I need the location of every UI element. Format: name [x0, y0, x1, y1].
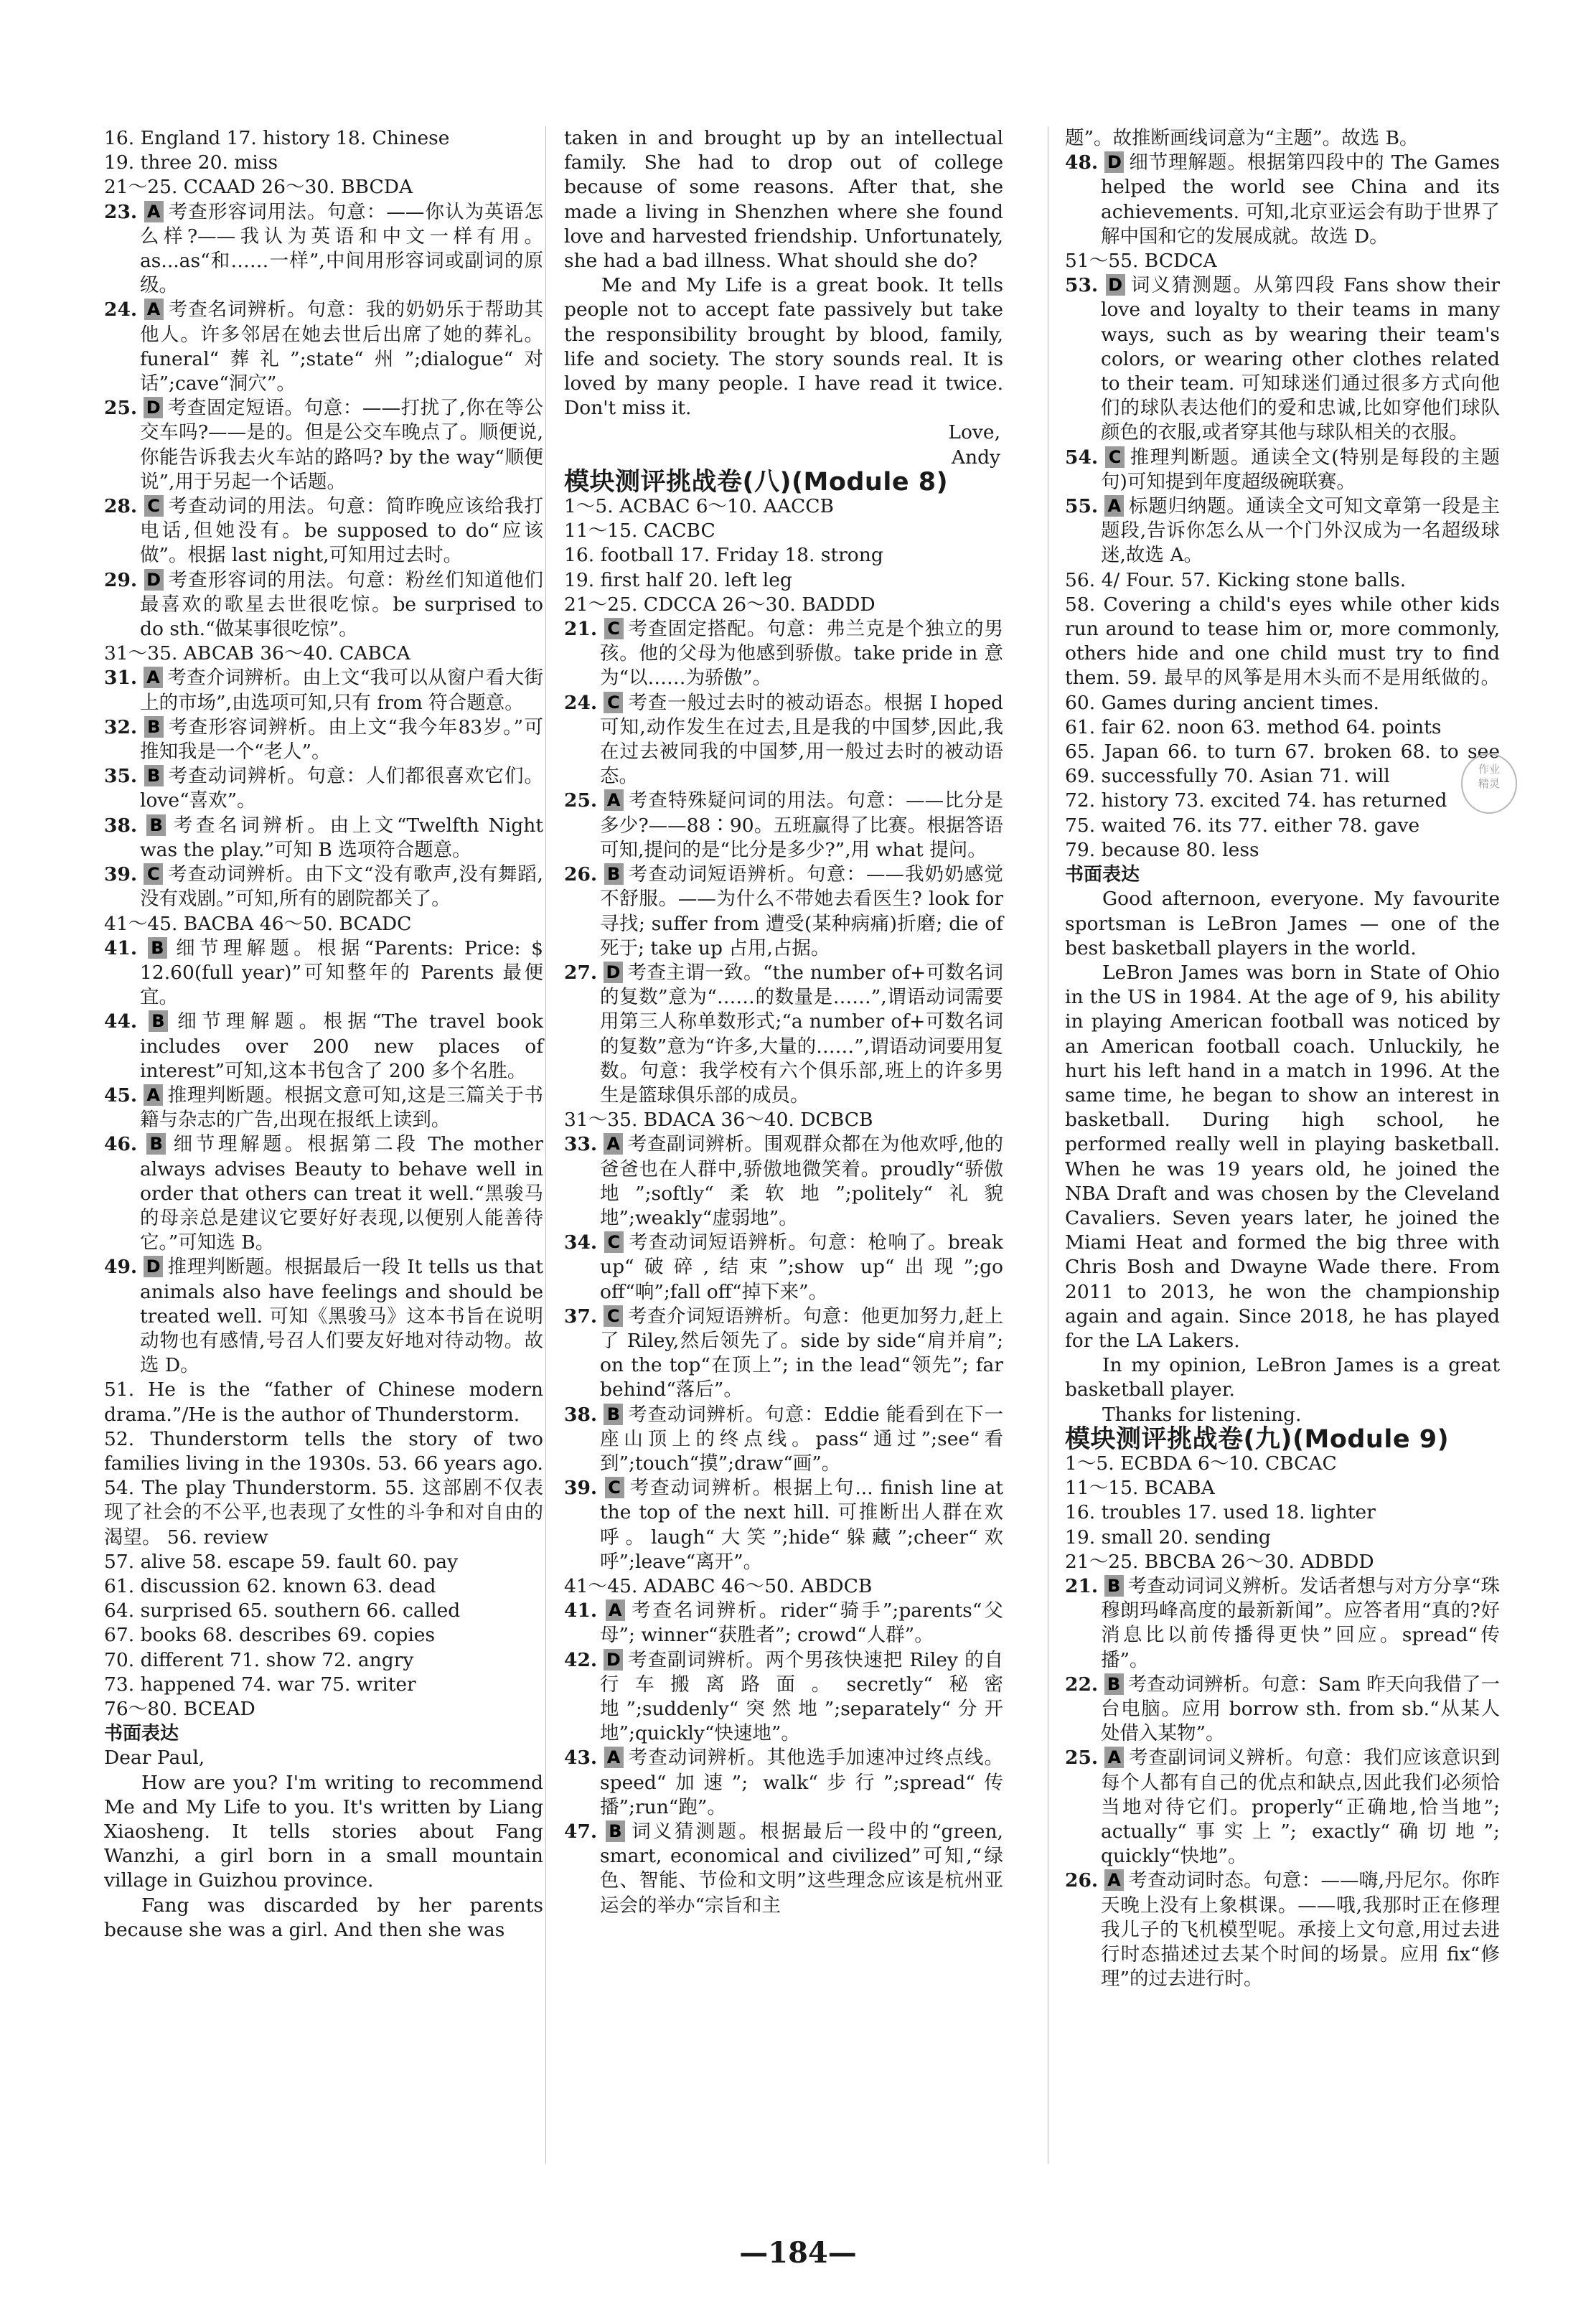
answer-key-box: B — [1104, 1673, 1124, 1695]
explanation-text: 推理判断题。根据文意可知,这是三篇关于书籍与杂志的广告,出现在报纸上读到。 — [140, 1084, 543, 1132]
answer-key-box: D — [144, 397, 163, 418]
answer-explanation — [1065, 1746, 1500, 1869]
answer-key-box: B — [1104, 1575, 1124, 1597]
answer-key-box: A — [604, 1133, 623, 1155]
answer-key-box: C — [1105, 446, 1125, 468]
section-label: 书面表达 — [1065, 864, 1140, 886]
answer-key-box: A — [1104, 495, 1124, 517]
question-number: 46. — [104, 1133, 138, 1156]
explanation-text: 考查名词辨析。句意：我的奶奶乐于帮助其他人。许多邻居在她去世后出席了她的葬礼。funeral“葬礼”;state“州”;dialogue“对话”;cave“洞穴”。 — [140, 299, 543, 395]
question-number: 37. — [564, 1305, 598, 1328]
answer-key-box: C — [144, 495, 164, 517]
answer-line: 19. small 20. sending — [1065, 1526, 1271, 1549]
answer-explanation — [564, 1403, 1003, 1477]
answer-line: 67. books 68. describes 69. copies — [104, 1624, 436, 1647]
answer-key-box: A — [604, 1747, 624, 1768]
answer-explanation — [1065, 151, 1500, 249]
question-number: 21. — [1065, 1574, 1099, 1597]
explanation-text: 考查副词辨析。两个男孩快速把 Riley 的自行车搬离路面。secretly“秘密地”;suddenly“突然地”;separately“分开地”;quickly“快速地”。 — [600, 1648, 1003, 1745]
answer-key-box: C — [604, 1305, 623, 1327]
answer-line: 16. football 17. Friday 18. strong — [564, 544, 883, 567]
answer-key-box: A — [144, 667, 163, 688]
question-number: 25. — [104, 397, 138, 420]
question-number: 24. — [564, 691, 598, 714]
explanation-text: 考查动词辨析。句意：人们都很喜欢它们。love“喜欢”。 — [140, 765, 543, 812]
essay-paragraph: Me and My Life is a great book. It tells people not to accept fate passively but take the responsibility brought by blood, family, life and society. The story sounds real. It is loved by many people. I have read it twice. Don't miss it. — [564, 274, 1003, 420]
explanation-text: 考查一般过去时的被动语态。根据 I hoped 可知,动作发生在过去,且是我的中国梦,因此,我在过去被同我的中国梦,用一般过去时的被动语态。 — [600, 691, 1003, 788]
question-number: 25. — [1065, 1747, 1099, 1770]
question-number: 55. — [1065, 495, 1099, 518]
answer-explanation — [1065, 1574, 1500, 1673]
answer-explanation — [1065, 273, 1500, 445]
answer-explanation — [564, 1476, 1003, 1574]
answer-explanation — [564, 1305, 1003, 1403]
explanation-text: 推理判断题。根据最后一段 It tells us that animals also have feelings and should be treated well. 可知《黑骏马》这本书旨在说明动物也有感情,号召人们要友好地对待动物。故选 D。 — [140, 1256, 543, 1377]
answer-line: 21～25. BBCBA 26～30. ADBDD — [1065, 1550, 1374, 1573]
question-number: 26. — [1065, 1869, 1099, 1892]
answer-explanation — [104, 666, 543, 715]
explanation-text: 考查动词短语辨析。句意：枪响了。break up“破碎,结束”;show up“出现”;go off“响”;fall off“掉下来”。 — [600, 1231, 1003, 1303]
answer-key-box: C — [604, 1231, 624, 1253]
answer-line: 1～5. ACBAC 6～10. AACCB — [564, 495, 835, 518]
module-heading: 模块测评挑战卷(八)(Module 8) — [564, 467, 949, 497]
question-number: 42. — [564, 1648, 598, 1671]
question-number: 48. — [1065, 151, 1099, 174]
explanation-text: 考查名词辨析。rider“骑手”;parents“父母”; winner“获胜者”; crowd“人群”。 — [600, 1599, 1003, 1647]
explanation-text: 细节理解题。根据“Parents: Price: $ 12.60(full year)”可知整年的 Parents 最便宜。 — [140, 936, 543, 1009]
question-number: 41. — [564, 1599, 598, 1622]
explanation-text: 考查动词短语辨析。句意：——我奶奶感觉不舒服。——为什么不带她去看医生? look for 寻找; suffer from 遭受(某种病痛)折磨; die of 死于; take up 占用,占据。 — [600, 863, 1003, 959]
question-number: 26. — [564, 863, 598, 886]
answer-explanation — [564, 1599, 1003, 1648]
question-number: 32. — [104, 715, 138, 738]
answer-explanation — [104, 1132, 543, 1255]
explanation-text: 词义猜测题。从第四段 Fans show their love and loyalty to their teams in many ways, such as by wearing their team's colors, or wearing other clothes related to their team. 可知球迷们通过很多方式向他们的球队表达他们的爱和忠诚,比如穿他们球队颜色的衣服,或者穿其他与球队相关的衣服。 — [1101, 274, 1500, 444]
question-number: 41. — [104, 936, 138, 959]
answer-explanation — [564, 961, 1003, 1108]
explanation-text: 词义猜测题。根据最后一段中的“green, smart, economical and civilized”可知,“绿色、智能、节俭和文明”这些理念应该是杭州亚运会的举办“宗旨和主 — [600, 1821, 1003, 1917]
explanation-text: 标题归纳题。通读全文可知文章第一段是主题段,告诉你怎么从一个门外汉成为一名超级球迷,故选 A。 — [1101, 495, 1500, 567]
question-number: 44. — [104, 1010, 138, 1033]
explanation-text: 考查动词辨析。由下文“没有歌声,没有舞蹈,没有戏剧。”可知,所有的剧院都关了。 — [140, 863, 543, 911]
answer-key-box: B — [604, 863, 624, 885]
answer-explanation — [564, 789, 1003, 863]
explanation-text: 考查动词时态。句意：——嗨,丹尼尔。你昨天晚上没有上象棋课。——哦,我那时正在修理我儿子的飞机模型呢。承接上文句意,用过去进行时态描述过去某个时间的场景。应用 fix“修理”的过去进行时。 — [1101, 1869, 1500, 1991]
answer-key-box: B — [149, 1010, 168, 1032]
column-right — [1065, 126, 1500, 1991]
answer-key-box: C — [604, 618, 624, 639]
answer-line: 21～25. CDCCA 26～30. BADDD — [564, 593, 876, 616]
question-number: 27. — [564, 961, 598, 984]
question-number: 38. — [104, 814, 138, 837]
explanation-text: 考查介词短语辨析。句意：他更加努力,赶上了 Riley,然后领先了。side by side“肩并肩”; on the top“在顶上”; in the lead“领先”; far behind“落后”。 — [600, 1305, 1003, 1401]
answer-key-box: D — [144, 569, 164, 591]
answer-explanation — [1065, 1869, 1500, 1991]
answer-line: 79. because 80. less — [1065, 838, 1259, 861]
question-number: 21. — [564, 618, 598, 641]
answer-line: taken in and brought up by an intellectual family. She had to drop out of college because of some reasons. After that, she made a living in Shenzhen where she found love and harvested friendship. Unfortunately, she had a bad illness. What should she do? — [564, 127, 1003, 273]
answer-line: 65. Japan 66. to turn 67. broken 68. to see 69. successfully 70. Asian 71. will — [1065, 741, 1500, 788]
question-number: 47. — [564, 1821, 598, 1843]
answer-key-box: B — [146, 814, 166, 836]
answer-key-box: D — [604, 1649, 623, 1671]
answer-line: 19. first half 20. left leg — [564, 568, 792, 591]
explanation-text: 考查动词词义辨析。发话者想与对方分享“珠穆朗玛峰高度的最新新闻”。应答者用“真的?好消息比以前传播得更快”回应。spread“传播”。 — [1101, 1574, 1500, 1671]
answer-line: 31～35. BDACA 36～40. DCBCB — [564, 1109, 873, 1132]
answer-explanation — [104, 1255, 543, 1378]
explanation-text: 考查动词辨析。根据上句... finish line at the top of the next hill. 可推断出人群在欢呼。laugh“大笑”;hide“躲藏”;cheer“欢呼”;leave“离开”。 — [600, 1477, 1003, 1573]
question-number: 39. — [104, 863, 138, 886]
answer-explanation — [1065, 446, 1500, 494]
explanation-text: 考查形容词用法。句意：——你认为英语怎么样?——我认为英语和中文一样有用。as...as“和……一样”,中间用形容词或副词的原级。 — [140, 200, 543, 297]
answer-key-box: A — [606, 1599, 625, 1621]
answer-key-box: C — [144, 863, 163, 885]
question-number: 28. — [104, 495, 138, 518]
answer-key-box: A — [144, 299, 164, 320]
answer-explanation — [564, 1648, 1003, 1747]
answer-line: 21～25. CCAAD 26～30. BBCDA — [104, 176, 413, 199]
answer-explanation — [564, 1132, 1003, 1231]
answer-explanation — [104, 814, 543, 863]
answer-line: 72. history 73. excited 74. has returned — [1065, 789, 1447, 812]
answer-explanation — [104, 764, 543, 813]
letter-closing: Andy — [951, 446, 1000, 469]
question-number: 23. — [104, 200, 138, 223]
explanation-text: 考查动词辨析。句意：Eddie 能看到在下一座山顶上的终点线。pass“通过”;see“看到”;touch“摸”;draw“画”。 — [600, 1403, 1003, 1475]
answer-explanation — [564, 691, 1003, 789]
answer-line: 76～80. BCEAD — [104, 1698, 255, 1720]
answer-explanation — [564, 1820, 1003, 1918]
answer-line: 51～55. BCDCA — [1065, 250, 1217, 273]
answer-line: 57. alive 58. escape 59. fault 60. pay — [104, 1550, 459, 1573]
explanation-text: 考查主谓一致。“the number of+可数名词的复数”意为“……的数量是……”,谓语动词需要用第三人称单数形式;“a number of+可数名词的复数”意为“许多,大量的……”,谓语动词要用复数。句意：我学校有六个俱乐部,班上的许多男生是篮球俱乐部的成员。 — [600, 961, 1003, 1107]
question-number: 34. — [564, 1231, 598, 1254]
answer-key-box: A — [1104, 1869, 1124, 1891]
question-number: 24. — [104, 299, 138, 321]
answer-line: 11～15. BCABA — [1065, 1477, 1215, 1500]
question-number: 25. — [564, 789, 598, 812]
column-left — [104, 126, 543, 1942]
answer-line: 52. Thunderstorm tells the story of two families living in the 1930s. 53. 66 years ago. 54. The play Thunderstorm. 55. 这部剧不仅表现了社会的不公平,也表现了女性的斗争和对自由的渴望。 56. review — [104, 1427, 543, 1549]
explanation-text: 考查动词辨析。句意：Sam 昨天向我借了一台电脑。应用 borrow sth. from sb.“从某人处借入某物”。 — [1101, 1673, 1500, 1745]
explanation-text: 考查副词词义辨析。句意：我们应该意识到每个人都有自己的优点和缺点,因此我们必须恰当地对待它们。properly“正确地,恰当地”; actually“事实上”; exactly“确切地”; quickly“快地”。 — [1101, 1747, 1500, 1868]
explanation-text: 推理判断题。通读全文(特别是每段的主题句)可知提到年度超级碗联赛。 — [1101, 446, 1500, 493]
answer-line: 61. discussion 62. known 63. dead — [104, 1574, 436, 1597]
question-number: 45. — [104, 1084, 138, 1107]
answer-key-box: D — [144, 1256, 163, 1277]
explanation-text: 考查动词辨析。其他选手加速冲过终点线。speed“加速”; walk“步行”;spread“传播”;run“跑”。 — [600, 1747, 1003, 1818]
essay-paragraph: In my opinion, LeBron James is a great basketball player. — [1065, 1354, 1500, 1401]
column-middle — [564, 126, 1003, 1918]
essay-paragraph: How are you? I'm writing to recommend Me and My Life to you. It's written by Liang Xiaosheng. It tells stories about Fang Wanzhi, a girl born in a small mountain village in Guizhou province. — [104, 1771, 543, 1892]
question-number: 38. — [564, 1403, 598, 1426]
explanation-text: 考查特殊疑问词的用法。句意：——比分是多少?——88∶90。五班赢得了比赛。根据答语可知,提问的是“比分是多少?”,用 what 提问。 — [600, 789, 1003, 861]
answer-explanation — [104, 494, 543, 568]
answer-line: 题”。故推断画线词意为“主题”。故选 B。 — [1065, 127, 1419, 149]
answer-explanation — [104, 396, 543, 494]
explanation-text: 考查固定短语。句意：——打扰了,你在等公交车吗?——是的。但是公交车晚点了。顺便说,你能告诉我去火车站的路吗? by the way“顺便说”,用于另起一个话题。 — [140, 397, 543, 493]
module-heading: 模块测评挑战卷(九)(Module 9) — [1065, 1424, 1450, 1454]
answer-line: 56. 4/ Four. 57. Kicking stone balls. — [1065, 568, 1407, 591]
answer-explanation — [564, 863, 1003, 961]
answer-line: 31～35. ABCAB 36～40. CABCA — [104, 642, 410, 665]
answer-line: 64. surprised 65. southern 66. called — [104, 1599, 461, 1622]
answer-key-box: A — [604, 789, 624, 811]
question-number: 49. — [104, 1256, 138, 1279]
answer-line: 51. He is the “father of Chinese modern drama.”/He is the author of Thunderstorm. — [104, 1378, 543, 1426]
answer-explanation — [104, 936, 543, 1010]
answer-line: Dear Paul, — [104, 1747, 205, 1770]
question-number: 53. — [1065, 274, 1099, 297]
letter-closing: Love, — [948, 421, 1000, 444]
answer-line: 70. different 71. show 72. angry — [104, 1648, 414, 1671]
question-number: 54. — [1065, 446, 1099, 469]
question-number: 31. — [104, 667, 138, 690]
answer-explanation — [564, 617, 1003, 691]
section-label: 书面表达 — [104, 1723, 179, 1745]
explanation-text: 细节理解题。根据第四段中的 The Games helped the world see China and its achievements. 可知,北京亚运会有助于世界了解中国和它的发展成就。故选 D。 — [1101, 151, 1500, 248]
answer-key-box: B — [148, 937, 167, 959]
answer-key-box: D — [1104, 151, 1124, 173]
explanation-text: 考查固定搭配。句意：弗兰克是个独立的男孩。他的父母为他感到骄傲。take pride in 意为“以……为骄傲”。 — [600, 618, 1003, 690]
explanation-text: 考查动词的用法。句意：简昨晚应该给我打电话,但她没有。be supposed to do“应该做”。根据 last night,可知用过去时。 — [140, 495, 543, 567]
answer-key-box: B — [146, 1133, 166, 1155]
question-number: 22. — [1065, 1673, 1099, 1696]
answer-key-box: B — [144, 765, 164, 786]
answer-explanation — [104, 568, 543, 642]
question-number: 35. — [104, 765, 138, 788]
answer-line: 61. fair 62. noon 63. method 64. points — [1065, 715, 1442, 738]
answer-key-box: B — [606, 1821, 625, 1842]
answer-explanation — [1065, 1673, 1500, 1747]
page-number: —184— — [739, 2236, 857, 2270]
explanation-text: 考查形容词辨析。由上文“我今年83岁。”可推知我是一个“老人”。 — [140, 715, 543, 764]
answer-key-box: A — [144, 201, 164, 222]
answer-line: 75. waited 76. its 77. either 78. gave — [1065, 814, 1420, 837]
explanation-text: 细节理解题。根据“The travel book includes over 200 new places of interest”可知,这本书包含了 200 多个名胜。 — [140, 1010, 543, 1082]
answer-line: 16. troubles 17. used 18. lighter — [1065, 1501, 1376, 1524]
watermark-stamp: 作业 精灵 — [1461, 753, 1517, 814]
answer-line: 16. England 17. history 18. Chinese — [104, 127, 450, 149]
answer-line: 19. three 20. miss — [104, 151, 278, 174]
explanation-text: 细节理解题。根据第二段 The mother always advises Beauty to behave well in order that others can treat it well.“黑骏马的母亲总是建议它要好好表现,以便别人能善待它。”可知选 B。 — [140, 1133, 543, 1254]
answer-key-box: B — [604, 1404, 623, 1425]
answer-key-box: C — [604, 692, 623, 713]
answer-line: 41～45. BACBA 46～50. BCADC — [104, 912, 412, 935]
question-number: 43. — [564, 1747, 598, 1770]
answer-explanation — [104, 200, 543, 299]
answer-key-box: D — [1106, 274, 1125, 296]
answer-key-box: A — [144, 1084, 163, 1106]
question-number: 29. — [104, 568, 138, 591]
answer-key-box: A — [1104, 1747, 1124, 1768]
essay-paragraph: Thanks for listening. — [1102, 1403, 1302, 1426]
essay-paragraph: Good afternoon, everyone. My favourite sportsman is LeBron James — one of the best basketball players in the world. — [1065, 888, 1500, 959]
answer-key-box: C — [605, 1477, 624, 1498]
answer-line: 1～5. ECBDA 6～10. CBCAC — [1065, 1452, 1337, 1475]
answer-explanation — [104, 715, 543, 764]
answer-explanation — [564, 1746, 1003, 1820]
answer-line: 11～15. CACBC — [564, 520, 715, 542]
explanation-text: 考查副词辨析。围观群众都在为他欢呼,他的爸爸也在人群中,骄傲地微笑着。proudly“骄傲地”;softly“柔软地”;politely“礼貌地”;weakly“虚弱地”。 — [600, 1133, 1003, 1229]
answer-key-box: B — [144, 716, 164, 738]
answer-explanation — [104, 863, 543, 911]
answer-line: 58. Covering a child's eyes while other kids run around to tease him or, more commonly, others hide and one child must try to find them. 59. 最早的风筝是用木头而不是用纸做的。 60. Games during ancient times. — [1065, 593, 1500, 714]
answer-line: 73. happened 74. war 75. writer — [104, 1673, 416, 1696]
essay-paragraph: Fang was discarded by her parents because she was a girl. And then she was — [104, 1894, 543, 1941]
column-divider — [545, 126, 546, 2164]
answer-explanation — [104, 1084, 543, 1132]
question-number: 39. — [564, 1477, 598, 1500]
answer-key-box: D — [604, 962, 623, 983]
explanation-text: 考查名词辨析。由上文“Twelfth Night was the play.”可知 B 选项符合题意。 — [140, 814, 543, 861]
answer-line: 41～45. ADABC 46～50. ABDCB — [564, 1574, 873, 1597]
explanation-text: 考查形容词的用法。句意：粉丝们知道他们最喜欢的歌星去世很吃惊。be surprised to do sth.“做某事很吃惊”。 — [140, 568, 543, 641]
explanation-text: 考查介词辨析。由上文“我可以从窗户看大街上的市场”,由选项可知,只有 from 符合题意。 — [140, 667, 543, 714]
answer-explanation — [1065, 494, 1500, 568]
answer-explanation — [104, 1010, 543, 1084]
essay-paragraph: LeBron James was born in State of Ohio in the US in 1984. At the age of 9, his ability in playing American football was noticed by an American football coach. Unluckily, he hurt his left hand in a match in 1996. At the same time, he began to show an interest in basketball. During high school, he performed really well in playing basketball. When he was 19 years old, he joined the NBA Draft and was chosen by the Cleveland Cavaliers. Seven years later, he joined the Miami Heat and formed the big three with Chris Bosh and Dwayne Wade there. From 2011 to 2013, he won the championship again and again. Since 2018, he has played for the LA Lakers. — [1065, 961, 1500, 1352]
answer-explanation — [104, 298, 543, 396]
answer-explanation — [564, 1231, 1003, 1305]
question-number: 33. — [564, 1133, 598, 1156]
